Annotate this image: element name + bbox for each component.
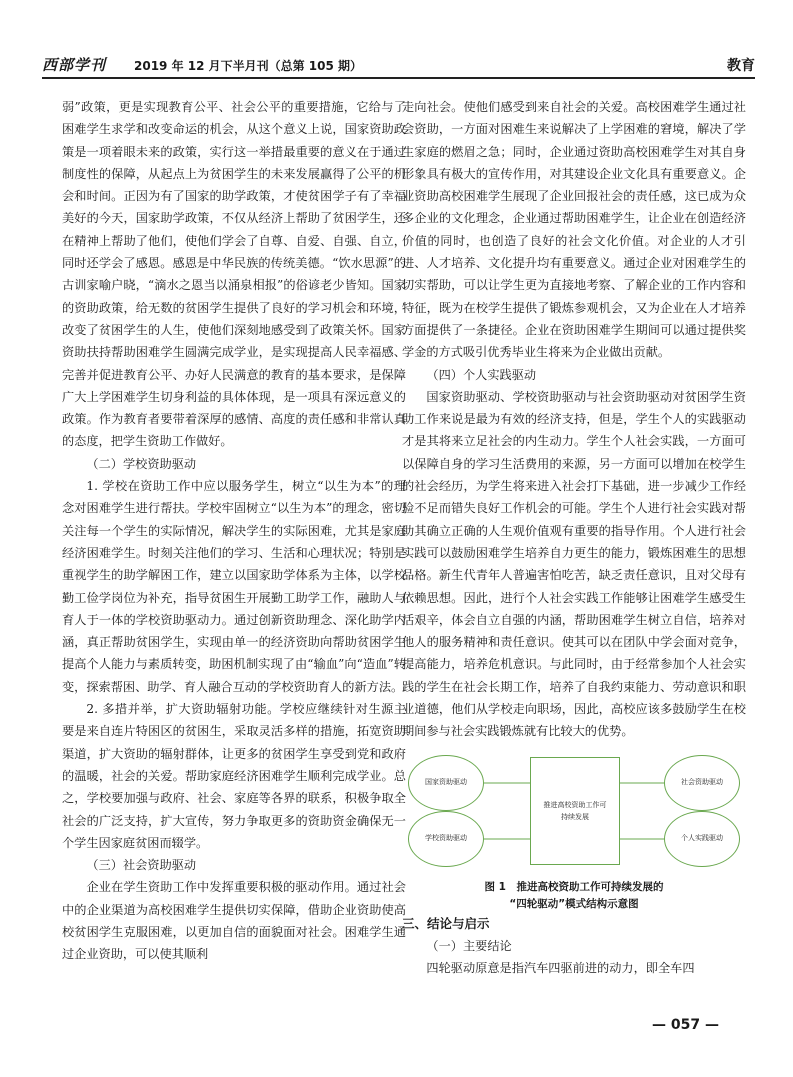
page-header xyxy=(42,38,755,78)
paragraph: 弱”政策，更是实现教育公平、社会公平的重要措施，它给与了困难学生求学和改变命运的机会，从这个意义上说，国家资助政策是一项着眼未来的政策，实行这一举措最重要的意义在于通过制度性的保障，从起点上为贫困学生的未来发展赢得了公平的机会和时间。正因为有了国家的助学政策，才使贫困学子有了幸福美好的今天，国家助学政策，不仅从经济上帮助了贫困学生，还在精神上帮助了他们，使他们学会了自尊、自爱、自强、自立，同时还学会了感恩。感恩是中华民族的传统美德。“饮水思源”的古训家喻户晓，“滴水之恩当以涌泉相报”的俗谚老少皆知。国家的资助政策，给无数的贫困学生提供了良好的学习机会和环境，改变了贫困学生的人生，使他们深刻地感受到了政策关怀。国家资助扶持帮助困难学生圆满完成学业，是实现提高人民幸福感、完善并促进教育公平、办好人民满意的教育的基本要求，是保障广大上学困难学生切身利益的具体体现，是一项具有深远意义的政策。作为教育者要带着深厚的感情、高度的责任感和非常认真的态度，把学生资助工作做好。 xyxy=(62,100,406,449)
node-social: 社会资助驱动 xyxy=(664,755,740,811)
node-school: 学校资助驱动 xyxy=(408,811,484,867)
subsection-heading: （三）社会资助驱动 xyxy=(86,858,197,873)
right-column xyxy=(402,96,746,980)
left-column xyxy=(62,96,406,966)
paragraph: 四轮驱动原意是指汽车四驱前进的动力，即全车四 xyxy=(426,961,695,976)
figure-caption xyxy=(402,879,746,913)
subsection-heading: （四）个人实践驱动 xyxy=(426,367,537,382)
journal-logo: 西部学刊 xyxy=(42,56,107,74)
caption-line-1: 图 1 推进高校资助工作可持续发展的 xyxy=(484,880,664,893)
issue-info: 2019 年 12 月下半月刊（总第 105 期） xyxy=(134,59,363,73)
caption-line-2: “四轮驱动”模式结构示意图 xyxy=(509,897,639,910)
header-rule xyxy=(42,77,755,79)
section-heading: 三、结论与启示 xyxy=(402,915,490,931)
node-personal: 个人实践驱动 xyxy=(664,811,740,867)
paragraph: 走向社会。使他们感受到来自社会的关爱。高校困难学生通过社会资助，一方面对困难生来说解决了上学困难的窘境，解决了学生家庭的燃眉之急；同时，企业通过资助高校困难学生对其自身形象具有极大的宣传作用，对其建设企业文化具有重要意义。企业资助高校困难学生展现了企业回报社会的责任感，这已成为众多企业的文化理念，企业通过帮助困难学生，让企业在创造经济价值的同时，也创造了良好的社会文化价值。对企业的人才引进、人才培养、文化提升均有重要意义。通过企业对困难学生的切实帮助，可以让学生更为直接地考察、了解企业的工作内容和特征，既为在校学生提供了锻炼参观机会，又为企业在人才培养方面提供了一条捷径。企业在资助困难学生期间可以通过提供奖学金的方式吸引优秀毕业生将来为企业做出贡献。 xyxy=(402,100,746,360)
subsection-heading: （一）主要结论 xyxy=(426,938,512,953)
paragraph: 2. 多措并举，扩大资助辐射功能。学校应继续针对生源主要是来自连片特困区的贫困生，采取灵活多样的措施，拓宽资助渠道，扩大资助的辐射群体，让更多的贫困学生享受到党和政府的温暖，社会的关爱。帮助家庭经济困难学生顺利完成学业。总之，学校要加强与政府、社会、家庭等各界的联系，积极争取全社会的广泛支持，扩大宣传，努力争取更多的资助资金确保无一个学生因家庭贫困而辍学。 xyxy=(62,702,406,850)
four-wheel-drive-diagram xyxy=(402,747,746,875)
paragraph: 国家资助驱动、学校资助驱动与社会资助驱动对贫困学生资助工作来说是最为有效的经济支持，但是，学生个人的实践驱动才是其将来立足社会的内生动力。学生个人社会实践，一方面可以保障自身的学习生活费用的来源，另一方面可以增加在校学生的社会经历，为学生将来进入社会打下基础，进一步减少工作经验不足而错失良好工作机会的可能。学生个人进行社会实践对帮助其确立正确的人生观价值观有重要的指导作用。个人进行社会实践可以鼓励困难学生培养自力更生的能力，锻炼困难生的思想品格。新生代青年人普遍害怕吃苦，缺乏责任意识，且对父母有依赖思想。因此，进行个人社会实践工作能够让困难学生感受生活艰辛，体会自立自强的内涵，帮助困难学生树立自信，培养对他人的服务精神和责任意识。使其可以在团队中学会面对竞争，提高能力，培养危机意识。与此同时，由于经常参加个人社会实践的学生在社会长期工作，培养了自我约束能力、劳动意识和职业道德，他们从学校走向职场，因此，高校应该多鼓励学生在校期间参与社会实践锻炼就有比较大的优势。 xyxy=(402,389,746,739)
paragraph: 1. 学校在资助工作中应以服务学生，树立“以生为本”的理念对困难学生进行帮扶。学校牢固树立“以生为本”的理念，密切关注每一个学生的实际情况，解决学生的实际困难，尤其是家庭经济困难学生。时刻关注他们的学习、生活和心理状况；特别是重视学生的助学解困工作，建立以国家助学体系为主体，以学校勤工俭学岗位为补充，指导贫困生开展勤工助学工作，融助人与育人于一体的学校资助驱动力。通过创新资助理念、深化助学内涵，真正帮助贫困学生，实现由单一的经济资助向帮助贫困学生提高个人能力与素质转变，助困机制实现了由“输血”向“造血”转变，探索帮困、助学、育人融合互动的学校资助育人的新方法。 xyxy=(62,479,406,694)
page-number: — 057 — xyxy=(652,1017,719,1033)
paragraph: 企业在学生资助工作中发挥重要积极的驱动作用。通过社会中的企业渠道为高校困难学生提供切实保障，借助企业资助使高校贫困学生克服困难，以更加自信的面貌面对社会。困难学生通过企业资助，可以使其顺利 xyxy=(62,880,406,962)
subsection-heading: （二）学校资助驱动 xyxy=(86,456,197,471)
node-center: 推进高校资助工作可持续发展 xyxy=(530,757,620,865)
section-tag: 教育 xyxy=(727,58,755,74)
node-national: 国家资助驱动 xyxy=(408,755,484,811)
